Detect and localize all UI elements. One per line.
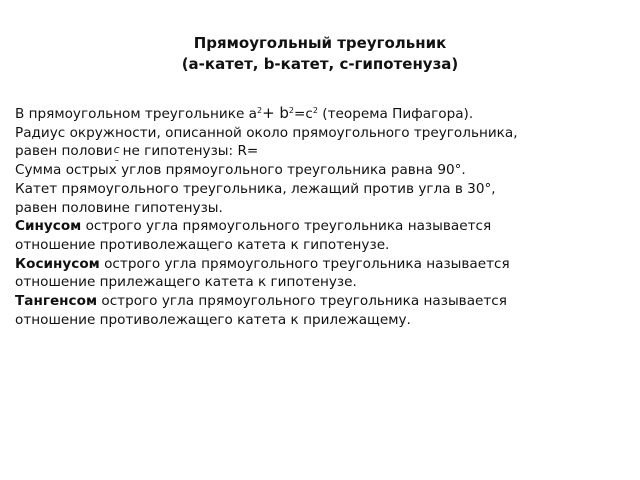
radius-line-1: Радиус окружности, описанной около прямоугольного треугольника, xyxy=(15,124,518,141)
tangent-term: Тангенсом xyxy=(15,293,98,310)
sine-definition-start: острого угла прямоугольного треугольника называется xyxy=(81,218,492,235)
pythagoras-equals-c: =c xyxy=(294,106,313,122)
pythagoras-prefix: В прямоугольном треугольнике a xyxy=(15,106,257,122)
fraction-numerator: c xyxy=(113,143,120,157)
radius-line-2 xyxy=(15,142,630,161)
slide-content xyxy=(15,104,630,329)
pythagoras-suffix: (теорема Пифагора). xyxy=(317,106,474,122)
sine-term: Синусом xyxy=(15,218,82,235)
sine-line-1 xyxy=(15,217,630,236)
cosine-definition-start: острого угла прямоугольного треугольника называется xyxy=(99,255,510,272)
radius-line-2-start: равен полови xyxy=(15,143,113,160)
cosine-term: Косинусом xyxy=(15,255,100,272)
tangent-line-1 xyxy=(15,292,630,311)
title-line-2: (a-катет, b-катет, c-гипотенуза) xyxy=(181,55,459,73)
fraction-denominator xyxy=(115,155,120,161)
sine-line-2: отношение противолежащего катета к гипотенузе. xyxy=(15,236,390,253)
leg-30-line-2: равен половине гипотенузы. xyxy=(15,199,223,216)
tangent-line-2: отношение противолежащего катета к прилежащему. xyxy=(15,311,411,328)
pythagoras-line xyxy=(15,104,630,124)
title-line-1: Прямоугольный треугольник xyxy=(193,34,447,52)
cosine-line-2: отношение прилежащего катета к гипотенузе. xyxy=(15,274,357,291)
tangent-definition-start: острого угла прямоугольного треугольника называется xyxy=(97,293,507,310)
exponent-a: 2 xyxy=(256,106,263,115)
radius-line-2-end: не гипотенузы: R= xyxy=(122,143,259,160)
radius-fraction xyxy=(113,145,123,157)
angles-sum-line: Сумма острых углов прямоугольного треугольника равна 90°. xyxy=(15,162,466,179)
leg-30-line-1: Катет прямоугольного треугольника, лежащий против угла в 30°, xyxy=(15,180,496,197)
cosine-line-1 xyxy=(15,255,630,274)
slide-title xyxy=(0,33,640,75)
exponent-b: 2 xyxy=(288,106,295,115)
exponent-c: 2 xyxy=(312,106,318,115)
pythagoras-plus-b: + b xyxy=(262,104,289,122)
